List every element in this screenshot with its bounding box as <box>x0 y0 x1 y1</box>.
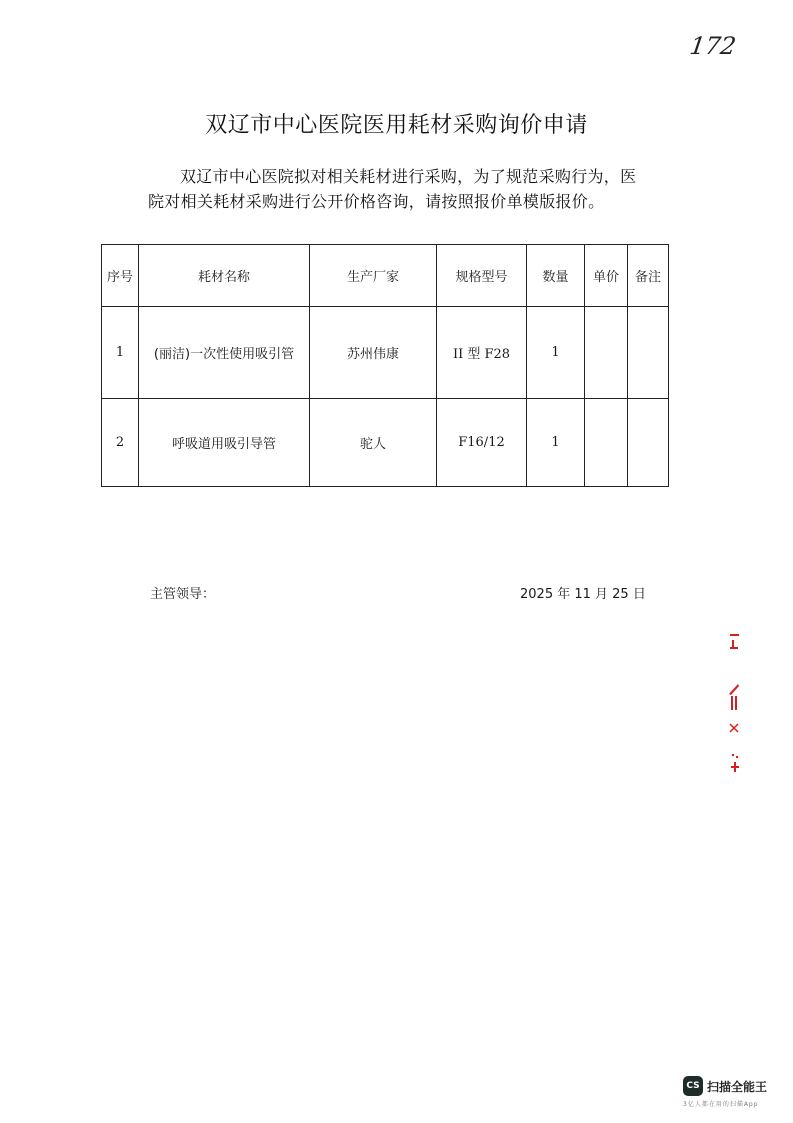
header-manufacturer: 生产厂家 <box>310 245 437 307</box>
cell-price <box>585 399 628 487</box>
quotation-table <box>101 244 669 487</box>
cell-price <box>585 307 628 399</box>
page-title: 双辽市中心医院医用耗材采购询价申请 <box>205 113 588 138</box>
cell-manufacturer: 驼人 <box>310 399 437 487</box>
cell-name: (丽洁)一次性使用吸引管 <box>139 307 310 399</box>
header-qty: 数量 <box>527 245 585 307</box>
header-remark: 备注 <box>628 245 669 307</box>
intro-paragraph: 双辽市中心医院拟对相关耗材进行采购，为了规范采购行为，医院对相关耗材采购进行公开价格咨询，请按照报价单模版报价。 <box>148 167 637 211</box>
cell-name: 呼吸道用吸引导管 <box>139 399 310 487</box>
header-name: 耗材名称 <box>139 245 310 307</box>
cell-spec: II 型 F28 <box>437 307 527 399</box>
cell-qty: 1 <box>527 307 585 399</box>
cell-remark <box>628 307 669 399</box>
table-header-row <box>102 245 669 307</box>
header-spec: 规格型号 <box>437 245 527 307</box>
cell-no: 1 <box>102 307 139 399</box>
cell-qty: 1 <box>527 399 585 487</box>
scanner-watermark <box>683 1076 783 1108</box>
table-row <box>102 399 669 487</box>
camscanner-logo-icon: CS <box>683 1076 703 1096</box>
handwritten-page-number: 172 <box>688 32 738 60</box>
table-row <box>102 307 669 399</box>
cell-remark <box>628 399 669 487</box>
watermark-tagline: 3亿人都在用的扫描App <box>683 1101 759 1108</box>
cell-manufacturer: 苏州伟康 <box>310 307 437 399</box>
document-date: 2025 年 11 月 25 日 <box>520 587 646 602</box>
watermark-app-name: 扫描全能王 <box>707 1079 768 1094</box>
supervisor-label: 主管领导： <box>150 587 216 602</box>
header-no: 序号 <box>102 245 139 307</box>
red-seal-stamp-icon <box>726 632 742 782</box>
header-price: 单价 <box>585 245 628 307</box>
cell-spec: F16/12 <box>437 399 527 487</box>
cell-no: 2 <box>102 399 139 487</box>
